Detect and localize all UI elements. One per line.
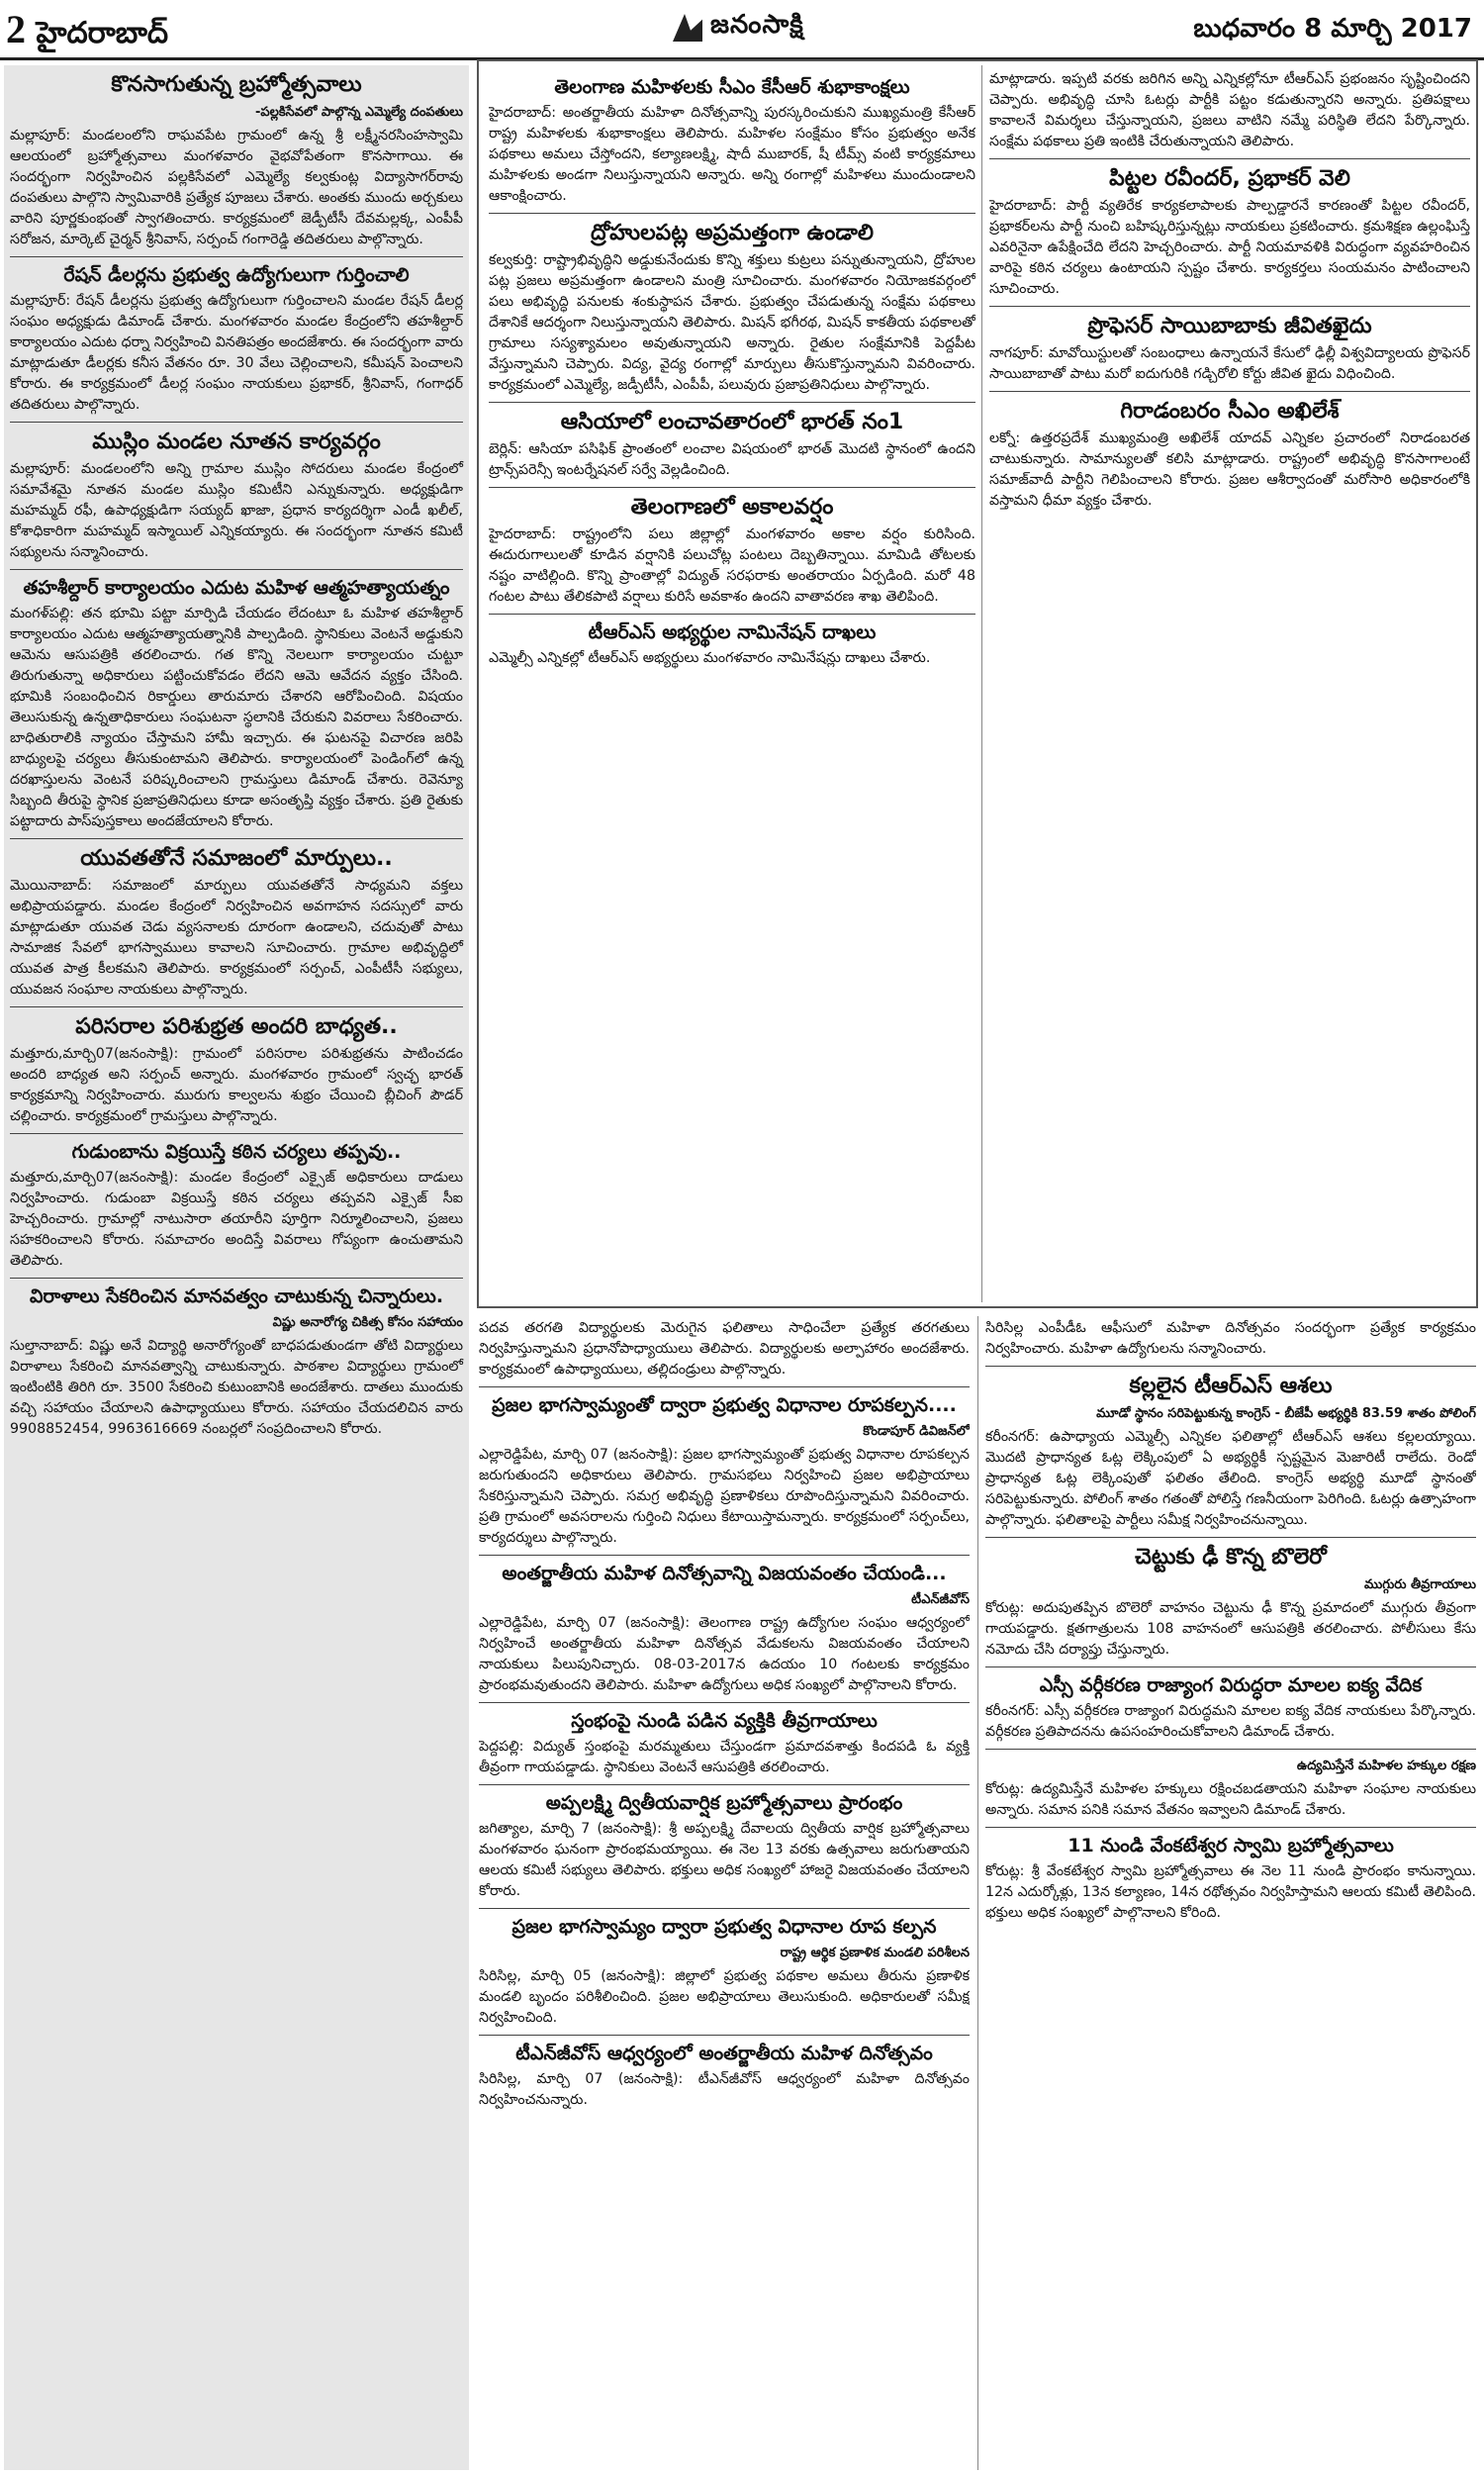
article-headline: ఎస్సీ వర్గీకరణ రాజ్యాంగ విరుద్ధరా మాలల ఐక్య వేదిక bbox=[1039, 1674, 1423, 1696]
news-article bbox=[985, 1373, 1476, 1531]
article-body: పదవ తరగతి విద్యార్థులకు మెరుగైన ఫలితాలు సాధించేలా ప్రత్యేక తరగతులు నిర్వహిస్తున్నామని ప్రధానోపాధ్యాయులు తెలిపారు. విద్యార్థులకు అల్పాహారం అందజేశారు. కార్యక్రమంలో ఉపాధ్యాయులు, తల్లిదండ్రులు పాల్గొన్నారు. bbox=[479, 1320, 970, 1378]
article-separator bbox=[985, 1827, 1476, 1828]
article-separator bbox=[10, 256, 463, 257]
logo-icon bbox=[673, 14, 702, 42]
article-body: ఎమ్మెల్సీ ఎన్నికల్లో టీఆర్‌ఎస్‌ అభ్యర్థులు మంగళవారం నామినేషన్లు దాఖలు చేశారు. bbox=[489, 650, 931, 666]
news-article bbox=[479, 2042, 970, 2111]
article-body: మత్తూరు,మార్చి07(జనంసాక్షి): మండల కేంద్రంలో ఎక్సైజ్‌ అధికారులు దాడులు నిర్వహించారు. గుడుంబా విక్రయిస్తే కఠిన చర్యలు తప్పవని ఎక్సైజ్‌ సీఐ హెచ్చరించారు. గ్రామాల్లో నాటుసారా తయారీని పూర్తిగా నిర్మూలించాలని, ప్రజలు సహకరించాలని కోరారు. సమాచారం అందిస్తే వివరాలు గోప్యంగా ఉంచుతామని తెలిపారు. bbox=[10, 1170, 463, 1269]
article-body: మల్లాపూర్‌: రేషన్‌ డీలర్లను ప్రభుత్వ ఉద్యోగులుగా గుర్తించాలని మండల రేషన్‌ డీలర్ల సంఘం అధ్యక్షుడు డిమాండ్‌ చేశారు. మంగళవారం మండల కేంద్రంలోని తహశీల్దార్‌ కార్యాలయం ఎదుట ధర్నా నిర్వహించి వినతిపత్రం అందజేశారు. ఈ సందర్భంగా వారు మాట్లాడుతూ డీలర్లకు కనీస వేతనం రూ. 30 వేలు చెల్లించాలని, కమీషన్‌ పెంచాలని కోరారు. ఈ కార్యక్రమంలో డీలర్ల సంఘం నాయకులు ప్రభాకర్‌, శ్రీనివాస్‌, గంగాధర్‌ తదితరులు పాల్గొన్నారు. bbox=[10, 293, 463, 413]
article-headline: టీఎన్‌జీవోస్‌ ఆధ్వర్యంలో అంతర్జాతీయ మహిళ దినోత్సవం bbox=[515, 2043, 933, 2064]
article-body: కోరుట్ల: అదుపుతప్పిన బొలెరో వాహనం చెట్టును ఢీ కొన్న ప్రమాదంలో ముగ్గురు తీవ్రంగా గాయపడ్డారు. క్షతగాత్రులను 108 వాహనంలో ఆసుపత్రికి తరలించారు. పోలీసులు కేసు నమోదు చేసి దర్యాప్తు చేస్తున్నారు. bbox=[985, 1600, 1476, 1658]
article-separator bbox=[985, 1749, 1476, 1750]
article-headline: పిట్టల రవీందర్‌, ప్రభాకర్‌ వెలి bbox=[1109, 166, 1350, 191]
article-separator bbox=[479, 1908, 970, 1909]
news-article bbox=[985, 1834, 1476, 1924]
article-body: ఎల్లారెడ్డిపేట, మార్చి 07 (జనంసాక్షి): ప్రజల భాగస్వామ్యంతో ప్రభుత్వ విధానాల రూపకల్పన జరుగుతుందని అధికారులు తెలిపారు. గ్రామసభలు నిర్వహించి ప్రజల అభిప్రాయాలు సేకరిస్తున్నామని చెప్పారు. సమగ్ర అభివృద్ధి ప్రణాళికలు రూపొందిస్తున్నామని వివరించారు. ప్రతి గ్రామంలో అవసరాలను గుర్తించి నిధులు కేటాయిస్తామన్నారు. కార్యక్రమంలో సర్పంచ్‌లు, కార్యదర్శులు పాల్గొన్నారు. bbox=[479, 1447, 970, 1546]
article-separator bbox=[10, 569, 463, 570]
article-body: లక్నో: ఉత్తరప్రదేశ్‌ ముఖ్యమంత్రి అఖిలేశ్‌ యాదవ్‌ ఎన్నికల ప్రచారంలో నిరాడంబరత చాటుకున్నారు. సామాన్యులతో కలిసి మాట్లాడారు. రాష్ట్రంలో అభివృద్ధి కొనసాగాలంటే సమాజ్‌వాదీ పార్టీని గెలిపించాలని కోరారు. ప్రజల ఆశీర్వాదంతో మరోసారి అధికారంలోకి వస్తామని ధీమా వ్యక్తం చేశారు. bbox=[989, 430, 1470, 509]
article-subheading: -పల్లకిసేవలో పాల్గొన్న ఎమ్మెల్యే దంపతులు bbox=[255, 105, 463, 120]
article-body: మల్లాపూర్‌: మండలంలోని అన్ని గ్రామాల ముస్లిం సోదరులు మండల కేంద్రంలో సమావేశమై నూతన మండల ముస్లిం కమిటీని ఎన్నుకున్నారు. అధ్యక్షుడిగా మహమ్మద్‌ రఫీ, ఉపాధ్యక్షుడిగా సయ్యద్‌ ఖాజా, ప్రధాన కార్యదర్శిగా ఎండీ ఖలీల్‌, కోశాధికారిగా మహమ్మద్‌ ఇస్మాయిల్‌ ఎన్నికయ్యారు. ఈ సందర్భంగా నూతన కమిటీ సభ్యులను సన్మానించారు. bbox=[10, 461, 463, 560]
article-separator bbox=[10, 1006, 463, 1007]
article-body: సిరిసిల్ల ఎంపీడీఓ ఆఫీసులో మహిళా దినోత్సవం సందర్భంగా ప్రత్యేక కార్యక్రమం నిర్వహించారు. మహిళా ఉద్యోగులను సన్మానించారు. bbox=[985, 1320, 1476, 1357]
article-separator bbox=[989, 391, 1470, 392]
news-article bbox=[479, 1393, 970, 1549]
article-headline: పరిసరాల పరిశుభ్రత అందరి బాధ్యత.. bbox=[75, 1014, 398, 1039]
lower-column-right bbox=[985, 1318, 1476, 2470]
article-body: ఎల్లారెడ్డిపేట, మార్చి 07 (జనంసాక్షి): తెలంగాణ రాష్ట్ర ఉద్యోగుల సంఘం ఆధ్వర్యంలో నిర్వహించే అంతర్జాతీయ మహిళా దినోత్సవ వేడుకలను విజయవంతం చేయాలని నాయకులు పిలుపునిచ్చారు. 08-03-2017న ఉదయం 10 గంటలకు కార్యక్రమం ప్రారంభమవుతుందని తెలిపారు. మహిళా ఉద్యోగులు అధిక సంఖ్యలో పాల్గొనాలని కోరారు. bbox=[479, 1615, 970, 1693]
lower-column-left bbox=[479, 1318, 970, 2470]
article-body: మంగళ్‌పల్లి: తన భూమి పట్టా మార్పిడి చేయడం లేదంటూ ఓ మహిళ తహశీల్దార్‌ కార్యాలయం ఎదుట ఆత్మహత్యాయత్నానికి పాల్పడింది. స్థానికులు వెంటనే అడ్డుకుని ఆమెను ఆసుపత్రికి తరలించారు. గత కొన్ని నెలలుగా కార్యాలయం చుట్టూ తిరుగుతున్నా అధికారులు పట్టించుకోవడం లేదని ఆమె ఆవేదన వ్యక్తం చేసింది. భూమికి సంబంధించిన రికార్డులు తారుమారు చేశారని ఆరోపించింది. విషయం తెలుసుకున్న ఉన్నతాధికారులు సంఘటనా స్థలానికి చేరుకుని వివరాలు సేకరించారు. బాధితురాలికి న్యాయం చేస్తామని హామీ ఇచ్చారు. ఈ ఘటనపై విచారణ జరిపి బాధ్యులపై చర్యలు తీసుకుంటామని తెలిపారు. కార్యాలయంలో పెండింగ్‌లో ఉన్న దరఖాస్తులను వెంటనే పరిష్కరించాలని గ్రామస్తులు డిమాండ్‌ చేశారు. రెవెన్యూ సిబ్బంది తీరుపై స్థానిక ప్రజాప్రతినిధులు కూడా అసంతృప్తి వ్యక్తం చేశారు. ప్రతి రైతుకు పట్టాదారు పాస్‌పుస్తకాలు అందజేయాలని కోరారు. bbox=[10, 606, 463, 829]
article-headline: తెలంగాణ మహిళలకు సీఎం కేసీఆర్‌ శుభాకాంక్షలు bbox=[554, 76, 910, 98]
article-headline: గుడుంబాను విక్రయిస్తే కఠిన చర్యలు తప్పవు.. bbox=[71, 1141, 402, 1163]
article-separator bbox=[489, 402, 975, 403]
section-name: హైదరాబాద్ bbox=[36, 16, 169, 50]
news-article bbox=[985, 1756, 1476, 1821]
article-separator bbox=[985, 1666, 1476, 1667]
news-article bbox=[489, 220, 975, 396]
news-article bbox=[10, 1285, 463, 1440]
article-body: కరీంనగర్‌: ఎస్సీ వర్గీకరణ రాజ్యాంగ విరుద్ధమని మాలల ఐక్య వేదిక నాయకులు పేర్కొన్నారు. వర్గీకరణ ప్రతిపాదనను ఉపసంహరించుకోవాలని డిమాండ్‌ చేశారు. bbox=[985, 1703, 1476, 1740]
article-separator bbox=[479, 1555, 970, 1556]
article-body: నాగపూర్‌: మావోయిస్టులతో సంబంధాలు ఉన్నాయనే కేసులో ఢిల్లీ విశ్వవిద్యాలయ ప్రొఫెసర్‌ సాయిబాబాతో పాటు మరో ఐదుగురికి గడ్చిరోలి కోర్టు జీవిత ఖైదు విధించింది. bbox=[989, 345, 1470, 382]
news-article bbox=[479, 1709, 970, 1778]
article-separator bbox=[985, 1366, 1476, 1367]
article-body: కల్వకుర్తి: రాష్ట్రాభివృద్ధిని అడ్డుకునేందుకు కొన్ని శక్తులు కుట్రలు పన్నుతున్నాయని, ద్రోహుల పట్ల ప్రజలు అప్రమత్తంగా ఉండాలని మంత్రి సూచించారు. మంగళవారం నియోజకవర్గంలో పలు అభివృద్ధి పనులకు శంకుస్థాపన చేశారు. ప్రభుత్వం చేపడుతున్న సంక్షేమ పథకాలు దేశానికే ఆదర్శంగా నిలుస్తున్నాయని తెలిపారు. మిషన్‌ భగీరథ, మిషన్‌ కాకతీయ పథకాలతో గ్రామాలు సస్యశ్యామలం అవుతున్నాయని అన్నారు. రైతుల సంక్షేమానికి పెద్దపీట వేస్తున్నామని చెప్పారు. విద్య, వైద్య రంగాల్లో మార్పులు తీసుకొస్తున్నామని వివరించారు. కార్యక్రమంలో ఎమ్మెల్యే, జడ్పీటీసీ, ఎంపీపీ, పలువురు ప్రజాప్రతినిధులు పాల్గొన్నారు. bbox=[489, 252, 975, 393]
article-headline: విరాళాలు సేకరించిన మానవత్వం చాటుకున్న చిన్నారులు. bbox=[29, 1285, 444, 1307]
article-body: సిరిసిల్ల, మార్చి 07 (జనంసాక్షి): టీఎన్‌జీవోస్‌ ఆధ్వర్యంలో మహిళా దినోత్సవం నిర్వహించనున్నారు. bbox=[479, 2071, 970, 2108]
article-separator bbox=[10, 1133, 463, 1134]
page-number: 2 bbox=[6, 7, 26, 51]
column-left bbox=[4, 65, 469, 2470]
article-separator bbox=[489, 213, 975, 214]
paper-name: జనంసాక్షి bbox=[710, 10, 804, 40]
article-separator bbox=[985, 1537, 1476, 1538]
news-article bbox=[10, 845, 463, 1000]
article-headline: స్తంభంపై నుండి పడిన వ్యక్తికి తీవ్రగాయాలు bbox=[571, 1710, 878, 1732]
news-article bbox=[985, 1544, 1476, 1661]
article-headline: ప్రజల భాగస్వామ్యంతో ద్వారా ప్రభుత్వ విధానాల రూపకల్పన.... bbox=[492, 1394, 957, 1416]
article-separator bbox=[489, 487, 975, 488]
article-separator bbox=[479, 1784, 970, 1785]
news-article bbox=[489, 409, 975, 481]
news-article bbox=[10, 1013, 463, 1127]
box-column-right bbox=[989, 69, 1470, 1302]
article-headline: చెట్టుకు ఢీ కొన్న బొలెరో bbox=[1135, 1545, 1327, 1570]
article-headline: తహశీల్దార్‌ కార్యాలయం ఎదుట మహిళ ఆత్మహత్యాయత్నం bbox=[23, 577, 450, 599]
article-headline: ప్రొఫెసర్‌ సాయిబాబాకు జీవితఖైదు bbox=[1087, 314, 1372, 338]
article-headline: అంతర్జాతీయ మహిళ దినోత్సవాన్ని విజయవంతం చేయండి... bbox=[502, 1563, 947, 1584]
issue-date: బుధవారం 8 మార్చి 2017 bbox=[1193, 14, 1472, 44]
article-headline: అప్పలక్ష్మి ద్వితీయవార్షిక బ్రహ్మోత్సవాలు ప్రారంభం bbox=[545, 1792, 903, 1814]
news-article bbox=[489, 494, 975, 608]
news-article bbox=[985, 1673, 1476, 1743]
news-article bbox=[10, 71, 463, 250]
article-body: కరీంనగర్‌: ఉపాధ్యాయ ఎమ్మెల్సీ ఎన్నికల ఫలితాల్లో టీఆర్‌ఎస్‌ ఆశలు కల్లలయ్యాయి. మొదటి ప్రాధాన్యత ఓట్ల లెక్కింపులో ఏ అభ్యర్థికీ స్పష్టమైన మెజారిటీ రాలేదు. రెండో ప్రాధాన్యత ఓట్ల లెక్కింపుతో ఫలితం తేలింది. కాంగ్రెస్‌ అభ్యర్థి మూడో స్థానంతో సరిపెట్టుకున్నారు. పోలింగ్‌ శాతం గతంతో పోలిస్తే గణనీయంగా పెరిగింది. ఓటర్లు ఉత్సాహంగా పాల్గొన్నారు. ఫలితాలపై పార్టీలు సమీక్ష నిర్వహించనున్నాయి. bbox=[985, 1429, 1476, 1528]
article-body: మల్లాపూర్‌: మండలంలోని రాఘవపేట గ్రామంలో ఉన్న శ్రీ లక్ష్మీనరసింహస్వామి ఆలయంలో బ్రహ్మోత్సవాలు మంగళవారం వైభవోపేతంగా కొనసాగాయి. ఈ సందర్భంగా నిర్వహించిన పల్లకిసేవలో ఎమ్మెల్యే కల్వకుంట్ల విద్యాసాగర్‌రావు దంపతులు పాల్గొని స్వామివారికి ప్రత్యేక పూజలు చేశారు. అంతకు ముందు అర్చకులు వారిని పూర్ణకుంభంతో స్వాగతించారు. కార్యక్రమంలో జెడ్పీటీసీ దేవమల్లక్క, ఎంపీపీ సరోజన, మార్కెట్‌ చైర్మన్‌ శ్రీనివాస్‌, సర్పంచ్‌ గంగారెడ్డి తదితరులు పాల్గొన్నారు. bbox=[10, 128, 463, 247]
article-headline: రేషన్‌ డీలర్లను ప్రభుత్వ ఉద్యోగులుగా గుర్తించాలి bbox=[63, 264, 410, 286]
article-separator bbox=[479, 1386, 970, 1387]
box-divider bbox=[981, 65, 982, 1302]
article-headline: తెలంగాణలో అకాలవర్షం bbox=[630, 495, 834, 520]
news-article bbox=[10, 576, 463, 832]
article-body: సుల్తానాబాద్‌: విష్ణు అనే విద్యార్థి అనారోగ్యంతో బాధపడుతుండగా తోటి విద్యార్థులు విరాళాలు సేకరించి మానవత్వాన్ని చాటుకున్నారు. పాఠశాల విద్యార్థులు గ్రామంలో ఇంటింటికి తిరిగి రూ. 3500 సేకరించి కుటుంబానికి అందజేశారు. దాతలు ముందుకు వచ్చి సహాయం చేయాలని ఉపాధ్యాయులు కోరారు. సహాయం చేయదలిచిన వారు 9908852454, 9963616669 నంబర్లలో సంప్రదించాలని కోరారు. bbox=[10, 1338, 463, 1437]
news-article bbox=[489, 75, 975, 207]
article-headline: ద్రోహులపట్ల అప్రమత్తంగా ఉండాలి bbox=[591, 221, 874, 245]
article-subheading: కొండాపూర్‌ డివిజన్‌లో bbox=[863, 1424, 970, 1439]
article-body: మత్తూరు,మార్చి07(జనంసాక్షి): గ్రామంలో పరిసరాల పరిశుభ్రతను పాటించడం అందరి బాధ్యత అని సర్పంచ్‌ అన్నారు. మంగళవారం గ్రామంలో స్వచ్ఛ భారత్‌ కార్యక్రమాన్ని నిర్వహించారు. మురుగు కాల్వలను శుభ్రం చేయించి బ్లీచింగ్‌ పౌడర్‌ చల్లించారు. కార్యక్రమంలో గ్రామస్తులు పాల్గొన్నారు. bbox=[10, 1046, 463, 1124]
article-body: హైదరాబాద్‌: పార్టీ వ్యతిరేక కార్యకలాపాలకు పాల్పడ్డారనే కారణంతో పిట్టల రవీందర్‌, ప్రభాకర్‌లను పార్టీ నుంచి బహిష్కరిస్తున్నట్లు నాయకులు ప్రకటించారు. క్రమశిక్షణ ఉల్లంఘిస్తే ఎవరినైనా ఉపేక్షించేది లేదని హెచ్చరించారు. పార్టీ నియమావళికి విరుద్ధంగా వ్యవహరించిన వారిపై కఠిన చర్యలు ఉంటాయని స్పష్టం చేశారు. కార్యకర్తలు సంయమనం పాటించాలని సూచించారు. bbox=[989, 198, 1470, 297]
article-separator bbox=[989, 158, 1470, 159]
paper-logo bbox=[673, 10, 804, 46]
news-article bbox=[989, 398, 1470, 512]
article-separator bbox=[489, 614, 975, 615]
article-body: మాట్లాడారు. ఇప్పటి వరకు జరిగిన అన్ని ఎన్నికల్లోనూ టీఆర్‌ఎస్‌ ప్రభంజనం సృష్టించిందని చెప్పారు. అభివృద్ధి చూసి ఓటర్లు పార్టీకి పట్టం కడుతున్నారని అన్నారు. ప్రతిపక్షాలు కావాలనే విమర్శలు చేస్తున్నాయని, ప్రజలు వాటిని నమ్మే పరిస్థితి లేదని పేర్కొన్నారు. సంక్షేమ పథకాలు ప్రతి ఇంటికి చేరుతున్నాయని తెలిపారు. bbox=[989, 71, 1470, 149]
box-column-left bbox=[489, 69, 975, 1302]
article-body: పెద్దపల్లి: విద్యుత్‌ స్తంభంపై మరమ్మతులు చేస్తుండగా ప్రమాదవశాత్తు కిందపడి ఓ వ్యక్తి తీవ్రంగా గాయపడ్డాడు. స్థానికులు వెంటనే ఆసుపత్రికి తరలించారు. bbox=[479, 1739, 970, 1775]
article-separator bbox=[479, 2035, 970, 2036]
article-separator bbox=[10, 1278, 463, 1279]
article-subheading: ముగ్గురు తీవ్రగాయాలు bbox=[1363, 1577, 1476, 1592]
article-subheading: టీఎన్‌జీవోస్‌ bbox=[911, 1592, 970, 1607]
news-article bbox=[985, 1318, 1476, 1360]
article-body: జగిత్యాల, మార్చి 7 (జనంసాక్షి): శ్రీ అప్పలక్ష్మి దేవాలయ ద్వితీయ వార్షిక బ్రహ్మోత్సవాలు మంగళవారం ఘనంగా ప్రారంభమయ్యాయి. ఈ నెల 13 వరకు ఉత్సవాలు జరుగుతాయని ఆలయ కమిటీ సభ్యులు తెలిపారు. భక్తులు అధిక సంఖ్యలో హాజరై విజయవంతం చేయాలని కోరారు. bbox=[479, 1821, 970, 1899]
news-article bbox=[10, 1140, 463, 1272]
article-separator bbox=[479, 1702, 970, 1703]
masthead bbox=[0, 0, 1484, 60]
article-body: సిరిసిల్ల, మార్చి 05 (జనంసాక్షి): జిల్లాలో ప్రభుత్వ పథకాల అమలు తీరును ప్రణాళిక మండలి బృందం పరిశీలించింది. ప్రజల అభిప్రాయాలు తెలుసుకుంది. అధికారులతో సమీక్ష నిర్వహించింది. bbox=[479, 1968, 970, 2026]
article-headline: టీఆర్‌ఎస్‌ అభ్యర్థుల నామినేషన్‌ దాఖలు bbox=[588, 621, 877, 643]
article-body: హైదరాబాద్‌: రాష్ట్రంలోని పలు జిల్లాల్లో మంగళవారం అకాల వర్షం కురిసింది. ఈదురుగాలులతో కూడిన వర్షానికి పలుచోట్ల పంటలు దెబ్బతిన్నాయి. మామిడి తోటలకు నష్టం వాటిల్లింది. కొన్ని ప్రాంతాల్లో విద్యుత్‌ సరఫరాకు అంతరాయం ఏర్పడింది. మరో 48 గంటల పాటు తేలికపాటి వర్షాలు కురిసే అవకాశం ఉందని వాతావరణ శాఖ తెలిపింది. bbox=[489, 526, 975, 605]
article-headline: ఆసియాలో లంచావతారంలో భారత్‌ నం1 bbox=[560, 410, 904, 434]
article-headline: కల్లలైన టీఆర్‌ఎస్‌ ఆశలు bbox=[1129, 1374, 1333, 1398]
article-separator bbox=[989, 306, 1470, 307]
article-body: హైదరాబాద్‌: అంతర్జాతీయ మహిళా దినోత్సవాన్ని పురస్కరించుకుని ముఖ్యమంత్రి కేసీఆర్‌ రాష్ట్ర మహిళలకు శుభాకాంక్షలు తెలిపారు. మహిళల సంక్షేమం కోసం ప్రభుత్వం అనేక పథకాలు అమలు చేస్తోందని, కల్యాణలక్ష్మి, షాదీ ముబారక్‌, షీ టీమ్స్‌ వంటి కార్యక్రమాలు మహిళలకు అండగా నిలుస్తున్నాయని అన్నారు. అన్ని రంగాల్లో మహిళలు ముందుండాలని ఆకాంక్షించారు. bbox=[489, 105, 975, 204]
article-subheading: మూడో స్థానం సరిపెట్టుకున్న కాంగ్రెస్‌ - బీజేపీ అభ్యర్థికి 83.59 శాతం పోలింగ్‌ bbox=[1096, 1406, 1476, 1421]
article-headline: ప్రజల భాగస్వామ్యం ద్వారా ప్రభుత్వ విధానాల రూప కల్పన bbox=[511, 1916, 937, 1938]
article-body: మొయినాబాద్‌: సమాజంలో మార్పులు యువతతోనే సాధ్యమని వక్తలు అభిప్రాయపడ్డారు. మండల కేంద్రంలో నిర్వహించిన అవగాహన సదస్సులో వారు మాట్లాడుతూ యువత చెడు వ్యసనాలకు దూరంగా ఉండాలని, చదువుతో పాటు సామాజిక సేవలో భాగస్వాములు కావాలని సూచించారు. గ్రామాల అభివృద్ధిలో యువత పాత్ర కీలకమని తెలిపారు. కార్యక్రమంలో సర్పంచ్‌, ఎంపీటీసీ సభ్యులు, యువజన సంఘాల నాయకులు పాల్గొన్నారు. bbox=[10, 878, 463, 998]
news-article bbox=[479, 1318, 970, 1380]
lower-divider bbox=[977, 1316, 978, 2470]
article-body: కోరుట్ల: ఉద్యమిస్తేనే మహిళల హక్కులు రక్షించబడతాయని మహిళా సంఘాల నాయకులు అన్నారు. సమాన పనికి సమాన వేతనం ఇవ్వాలని డిమాండ్‌ చేశారు. bbox=[985, 1781, 1476, 1818]
section-header bbox=[6, 6, 168, 57]
news-article bbox=[989, 313, 1470, 385]
article-headline: గిరాడంబరం సీఎం అఖిలేశ్‌ bbox=[1120, 399, 1340, 424]
news-article bbox=[10, 263, 463, 416]
article-body: కోరుట్ల: శ్రీ వేంకటేశ్వర స్వామి బ్రహ్మోత్సవాలు ఈ నెల 11 నుండి ప్రారంభం కానున్నాయి. 12న ఎదుర్కోళ్లు, 13న కల్యాణం, 14న రథోత్సవం నిర్వహిస్తామని ఆలయ కమిటీ తెలిపింది. భక్తులు అధిక సంఖ్యలో పాల్గొనాలని కోరింది. bbox=[985, 1863, 1476, 1921]
news-article bbox=[989, 165, 1470, 300]
news-article bbox=[989, 69, 1470, 152]
news-article bbox=[479, 1562, 970, 1696]
news-article bbox=[489, 620, 975, 669]
article-subheading: విష్ణు అనారోగ్య చికిత్స కోసం సహాయం bbox=[272, 1315, 463, 1330]
article-headline: ముస్లిం మండల నూతన కార్యవర్గం bbox=[92, 429, 381, 454]
article-body: బెర్లిన్‌: ఆసియా పసిఫిక్‌ ప్రాంతంలో లంచాల విషయంలో భారత్‌ మొదటి స్థానంలో ఉందని ట్రాన్స్‌పరెన్సీ ఇంటర్నేషనల్‌ సర్వే వెల్లడించింది. bbox=[489, 441, 975, 478]
article-subheading: రాష్ట్ర ఆర్థిక ప్రణాళిక మండలి పరిశీలన bbox=[780, 1946, 970, 1960]
article-separator bbox=[10, 838, 463, 839]
article-subheading: ఉద్యమిస్తేనే మహిళల హక్కుల రక్షణ bbox=[1296, 1759, 1476, 1773]
article-separator bbox=[10, 422, 463, 423]
article-headline: యువతతోనే సమాజంలో మార్పులు.. bbox=[80, 846, 393, 871]
news-article bbox=[10, 428, 463, 563]
news-article bbox=[479, 1915, 970, 2029]
article-headline: కొనసాగుతున్న బ్రహ్మోత్సవాలు bbox=[111, 72, 362, 97]
article-headline: 11 నుండి వేంకటేశ్వర స్వామి బ్రహ్మోత్సవాలు bbox=[1067, 1835, 1394, 1856]
news-article bbox=[479, 1791, 970, 1902]
